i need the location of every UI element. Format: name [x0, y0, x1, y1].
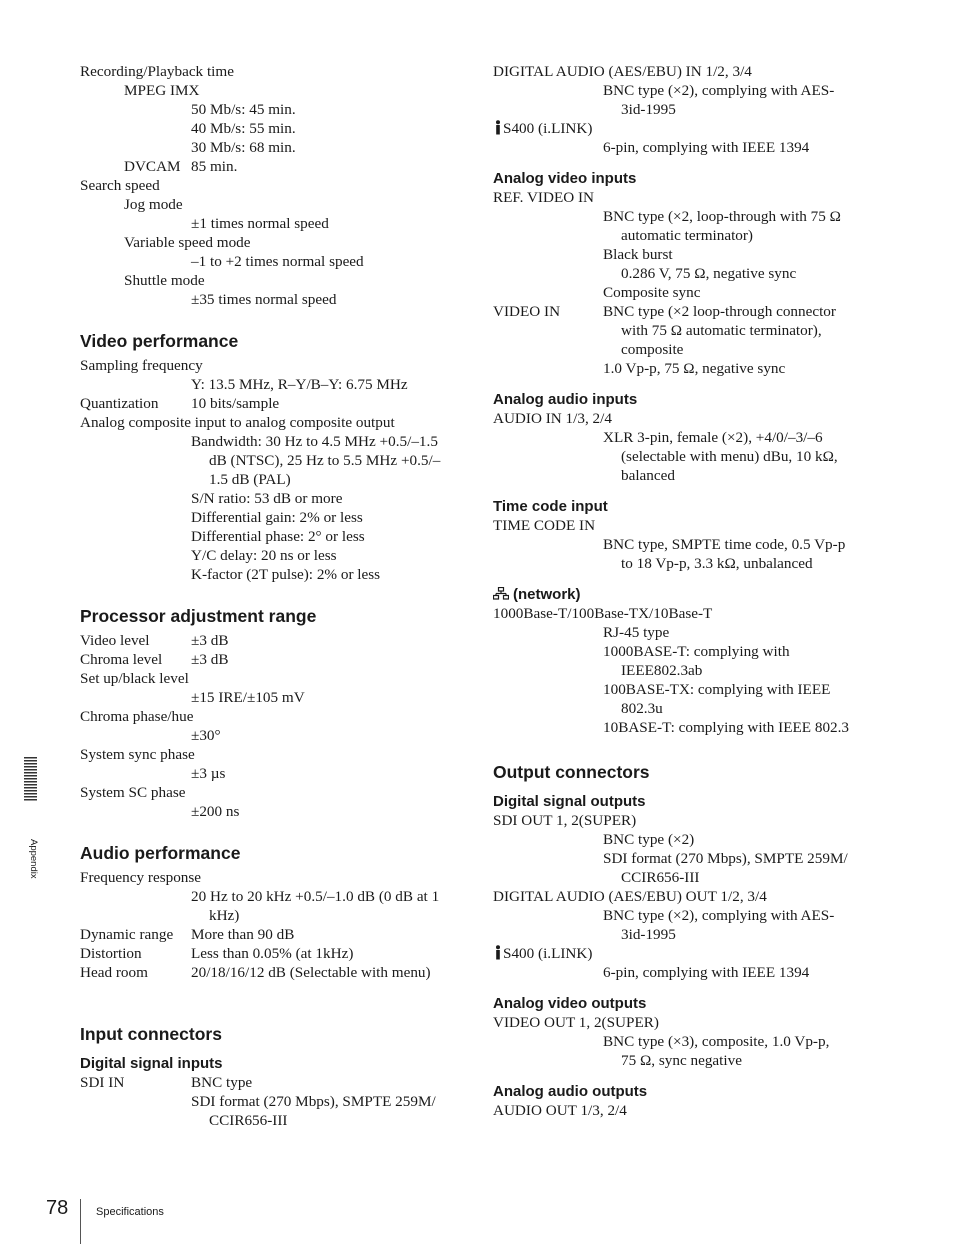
sdi-out-value: BNC type (×2) [603, 831, 695, 848]
black-burst-value: 0.286 V, 75 Ω, negative sync [621, 265, 797, 282]
page-number: 78 [46, 1197, 69, 1219]
processor-adjustment-heading: Processor adjustment range [80, 606, 317, 626]
gigabit-line: IEEE802.3ab [621, 662, 703, 679]
differential-phase: Differential phase: 2° or less [191, 528, 365, 545]
gigabit-line: 1000BASE-T: complying with [603, 643, 790, 660]
sdi-in-line: CCIR656-III [209, 1112, 288, 1129]
video-in-row [493, 302, 888, 321]
ref-video-in-line: automatic terminator) [621, 227, 753, 244]
audio-performance-heading: Audio performance [80, 843, 241, 863]
time-code-in-line: BNC type, SMPTE time code, 0.5 Vp-p [603, 536, 846, 553]
footer-section-title: Specifications [96, 1206, 164, 1218]
time-code-in-line: to 18 Vp-p, 3.3 kΩ, unbalanced [621, 555, 813, 572]
digital-audio-in-line: BNC type (×2), complying with AES- [603, 82, 835, 99]
sc-phase-value: ±200 ns [191, 803, 240, 820]
video-out-line: 75 Ω, sync negative [621, 1052, 742, 1069]
sdi-in-value: BNC type [191, 1074, 253, 1091]
side-tab-label: Appendix [28, 839, 39, 879]
chroma-level-row [80, 650, 470, 669]
dvcam-label: DVCAM [124, 158, 181, 175]
video-in-level: 1.0 Vp-p, 75 Ω, negative sync [603, 360, 786, 377]
video-level-label: Video level [80, 632, 150, 649]
digital-audio-out-label: DIGITAL AUDIO (AES/EBU) OUT 1/2, 3/4 [493, 888, 767, 905]
ten-base-line: 10BASE-T: complying with IEEE 802.3 [603, 719, 850, 736]
digital-audio-in-label: DIGITAL AUDIO (AES/EBU) IN 1/2, 3/4 [493, 63, 752, 80]
sdi-out-label: SDI OUT 1, 2(SUPER) [493, 812, 637, 829]
bandwidth-line: dB (NTSC), 25 Hz to 5.5 MHz +0.5/– [209, 452, 441, 469]
input-connectors-heading: Input connectors [80, 1024, 222, 1044]
sync-phase-value: ±3 µs [191, 765, 226, 782]
video-in-line: composite [621, 341, 684, 358]
mpeg-imx-label: MPEG IMX [124, 82, 200, 99]
chroma-level-label: Chroma level [80, 651, 163, 668]
sc-phase-label: System SC phase [80, 784, 186, 801]
left-column [80, 62, 470, 1130]
digital-audio-in-line: 3id-1995 [621, 101, 676, 118]
ilink-icon [493, 945, 503, 960]
audio-in-line: balanced [621, 467, 675, 484]
mpeg-value: 30 Mb/s: 68 min. [191, 139, 296, 156]
rec-playback-label: Recording/Playback time [80, 63, 234, 80]
yc-delay: Y/C delay: 20 ns or less [191, 547, 337, 564]
analog-audio-inputs-heading: Analog audio inputs [493, 391, 638, 408]
digital-audio-out-line: BNC type (×2), complying with AES- [603, 907, 835, 924]
jog-mode-label: Jog mode [124, 196, 183, 213]
dynamic-range-row [80, 925, 470, 944]
sdi-out-line: SDI format (270 Mbps), SMPTE 259M/ [603, 850, 848, 867]
head-room-row [80, 963, 470, 982]
ilink-icon [493, 120, 503, 135]
video-level-row [80, 631, 470, 650]
setup-label: Set up/black level [80, 670, 189, 687]
fast-ethernet-line: 802.3u [621, 700, 663, 717]
audio-out-label: AUDIO OUT 1/3, 2/4 [493, 1102, 627, 1119]
dynamic-range-value: More than 90 dB [191, 926, 295, 943]
black-burst-label: Black burst [603, 246, 673, 263]
setup-value: ±15 IRE/±105 mV [191, 689, 305, 706]
distortion-label: Distortion [80, 945, 142, 962]
time-code-in-label: TIME CODE IN [493, 517, 596, 534]
frequency-response-line: 20 Hz to 20 kHz +0.5/–1.0 dB (0 dB at 1 [191, 888, 440, 905]
s400-out-row [493, 944, 888, 963]
differential-gain: Differential gain: 2% or less [191, 509, 363, 526]
sdi-in-line: SDI format (270 Mbps), SMPTE 259M/ [191, 1093, 436, 1110]
network-icon [493, 587, 509, 600]
sync-phase-label: System sync phase [80, 746, 195, 763]
shuttle-mode-label: Shuttle mode [124, 272, 205, 289]
fast-ethernet-line: 100BASE-TX: complying with IEEE [603, 681, 831, 698]
s400-in-row [493, 119, 888, 138]
dvcam-row [80, 157, 470, 176]
chroma-level-value: ±3 dB [191, 651, 229, 668]
distortion-value: Less than 0.05% (at 1kHz) [191, 945, 354, 962]
chroma-phase-value: ±30° [191, 727, 221, 744]
dynamic-range-label: Dynamic range [80, 926, 174, 943]
mpeg-value: 40 Mb/s: 55 min. [191, 120, 296, 137]
analog-audio-outputs-heading: Analog audio outputs [493, 1083, 648, 1100]
quantization-label: Quantization [80, 395, 159, 412]
sampling-label: Sampling frequency [80, 357, 203, 374]
rj45-type: RJ-45 type [603, 624, 670, 641]
right-column [493, 62, 888, 1120]
network-label: 1000Base-T/100Base-TX/10Base-T [493, 605, 713, 622]
footer-divider [80, 1199, 81, 1244]
s400-out-value: 6-pin, complying with IEEE 1394 [603, 964, 810, 981]
output-connectors-heading: Output connectors [493, 762, 650, 782]
search-speed-label: Search speed [80, 177, 160, 194]
variable-speed-value: –1 to +2 times normal speed [191, 253, 364, 270]
ref-video-in-label: REF. VIDEO IN [493, 189, 595, 206]
ref-video-in-line: BNC type (×2, loop-through with 75 Ω [603, 208, 841, 225]
quantization-row [80, 394, 470, 413]
head-room-label: Head room [80, 964, 148, 981]
frequency-response-label: Frequency response [80, 869, 202, 886]
quantization-value: 10 bits/sample [191, 395, 280, 412]
bandwidth-line: Bandwidth: 30 Hz to 4.5 MHz +0.5/–1.5 [191, 433, 438, 450]
digital-signal-inputs-heading: Digital signal inputs [80, 1055, 223, 1072]
composite-sync-label: Composite sync [603, 284, 701, 301]
striped-tab-marker-icon [24, 757, 37, 801]
dvcam-value: 85 min. [191, 158, 238, 175]
analog-video-inputs-heading: Analog video inputs [493, 170, 637, 187]
audio-in-line: (selectable with menu) dBu, 10 kΩ, [621, 448, 838, 465]
video-in-line: with 75 Ω automatic terminator), [621, 322, 822, 339]
time-code-input-heading: Time code input [493, 498, 608, 515]
sampling-value: Y: 13.5 MHz, R–Y/B–Y: 6.75 MHz [191, 376, 408, 393]
shuttle-mode-value: ±35 times normal speed [191, 291, 337, 308]
video-performance-heading: Video performance [80, 331, 239, 351]
audio-in-line: XLR 3-pin, female (×2), +4/0/–3/–6 [603, 429, 823, 446]
s400-out-label: S400 (i.LINK) [503, 945, 593, 962]
video-in-label: VIDEO IN [493, 303, 561, 320]
analog-composite-label: Analog composite input to analog composite output [80, 414, 395, 431]
frequency-response-line: kHz) [209, 907, 240, 924]
analog-video-outputs-heading: Analog video outputs [493, 995, 647, 1012]
video-out-label: VIDEO OUT 1, 2(SUPER) [493, 1014, 659, 1031]
video-level-value: ±3 dB [191, 632, 229, 649]
network-heading-row [493, 585, 888, 604]
head-room-value: 20/18/16/12 dB (Selectable with menu) [191, 964, 431, 981]
bandwidth-line: 1.5 dB (PAL) [209, 471, 291, 488]
chroma-phase-label: Chroma phase/hue [80, 708, 194, 725]
jog-mode-value: ±1 times normal speed [191, 215, 329, 232]
s400-in-label: S400 (i.LINK) [503, 120, 593, 137]
k-factor: K-factor (2T pulse): 2% or less [191, 566, 381, 583]
s400-in-value: 6-pin, complying with IEEE 1394 [603, 139, 810, 156]
video-out-line: BNC type (×3), composite, 1.0 Vp-p, [603, 1033, 830, 1050]
audio-in-label: AUDIO IN 1/3, 2/4 [493, 410, 612, 427]
digital-audio-out-line: 3id-1995 [621, 926, 676, 943]
distortion-row [80, 944, 470, 963]
sdi-in-row [80, 1073, 470, 1092]
network-heading: (network) [513, 586, 581, 603]
video-in-line: BNC type (×2 loop-through connector [603, 303, 836, 320]
sdi-out-line: CCIR656-III [621, 869, 700, 886]
sdi-in-label: SDI IN [80, 1074, 125, 1091]
variable-speed-label: Variable speed mode [124, 234, 251, 251]
sn-ratio: S/N ratio: 53 dB or more [191, 490, 343, 507]
mpeg-value: 50 Mb/s: 45 min. [191, 101, 296, 118]
digital-signal-outputs-heading: Digital signal outputs [493, 793, 646, 810]
